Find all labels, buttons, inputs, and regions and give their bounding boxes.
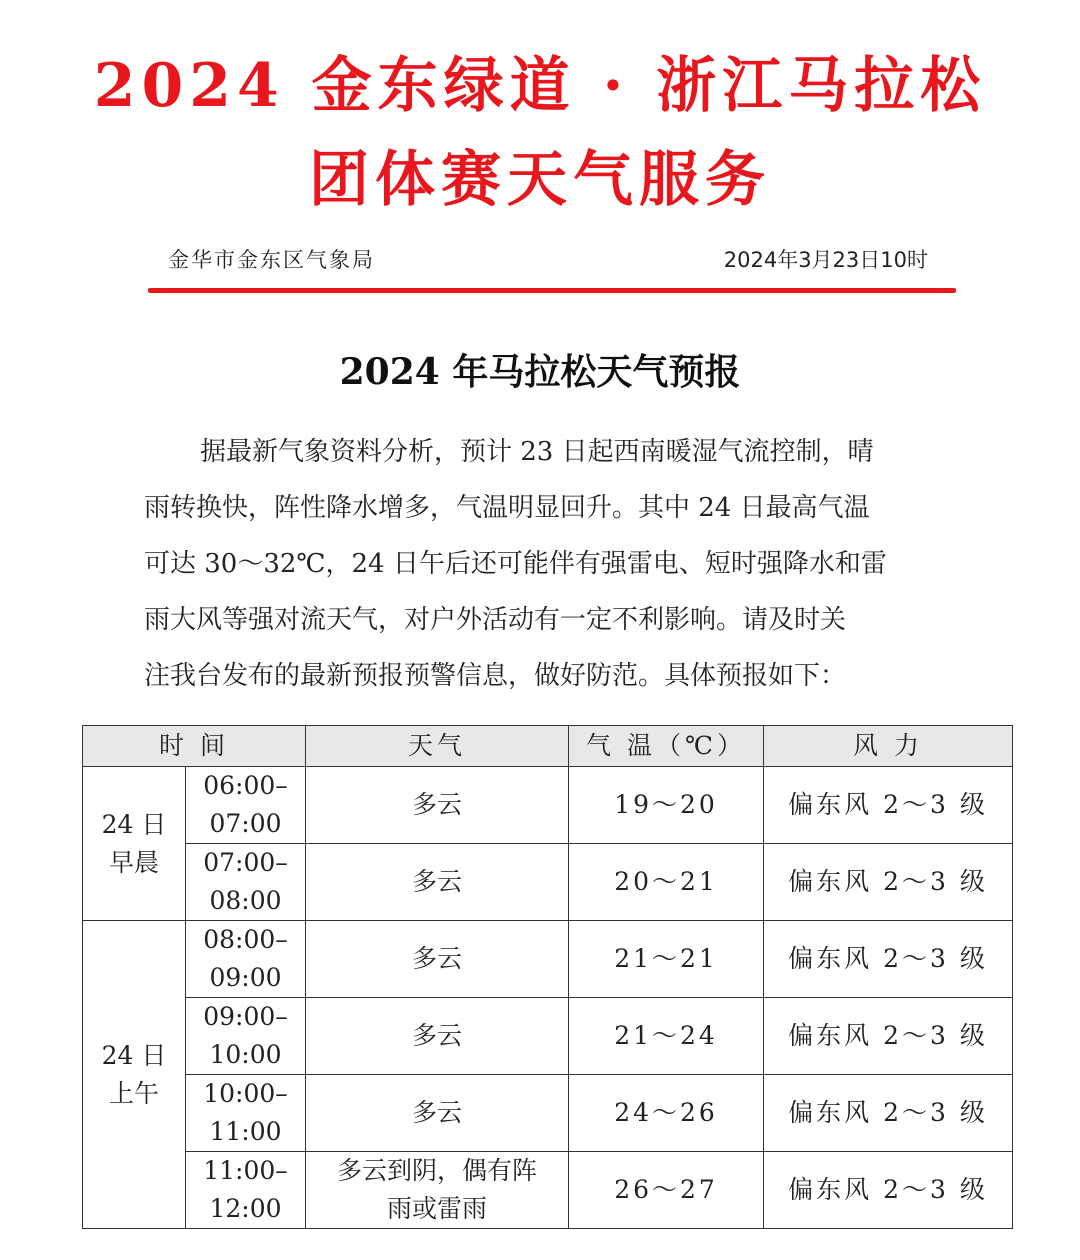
weather-cell xyxy=(306,1152,569,1229)
time-cell xyxy=(186,844,306,921)
time-end: 09:00 xyxy=(209,963,282,992)
group-label-morning xyxy=(83,767,186,921)
weather-text: 多云 xyxy=(412,1021,463,1050)
weather-text: 多云 xyxy=(412,790,463,819)
time-end: 11:00 xyxy=(209,1117,282,1146)
paragraph-line: 雨转换快，阵性降水增多，气温明显回升。其中 24 日最高气温 xyxy=(144,493,870,523)
weather-cell xyxy=(306,998,569,1075)
table-row xyxy=(83,767,1013,844)
header-wind: 风 力 xyxy=(764,726,1013,767)
time-end: 10:00 xyxy=(209,1040,282,1069)
time-cell xyxy=(186,1075,306,1152)
header-time: 时 间 xyxy=(83,726,306,767)
temp-cell: 21～24 xyxy=(569,998,764,1075)
time-start: 08:00– xyxy=(203,925,288,954)
wind-cell: 偏东风 2～3 级 xyxy=(764,767,1013,844)
time-start: 07:00– xyxy=(203,848,288,877)
weather-cell xyxy=(306,844,569,921)
table-row xyxy=(83,1152,1013,1229)
time-start: 09:00– xyxy=(203,1002,288,1031)
time-cell xyxy=(186,921,306,998)
wind-cell: 偏东风 2～3 级 xyxy=(764,998,1013,1075)
weather-text: 多云到阴，偶有阵 xyxy=(337,1156,538,1185)
weather-cell xyxy=(306,921,569,998)
issuer-label: 金华市金东区气象局 xyxy=(168,248,375,272)
paragraph-line: 注我台发布的最新预报预警信息，做好防范。具体预报如下： xyxy=(144,661,847,691)
header-weather: 天气 xyxy=(306,726,569,767)
wind-cell: 偏东风 2～3 级 xyxy=(764,1075,1013,1152)
paragraph-line: 据最新气象资料分析，预计 23 日起西南暖湿气流控制，晴 xyxy=(200,437,874,467)
time-cell xyxy=(186,1152,306,1229)
time-start: 06:00– xyxy=(203,771,288,800)
temp-cell: 19～20 xyxy=(569,767,764,844)
time-cell xyxy=(186,767,306,844)
document-title: 2024 年马拉松天气预报 xyxy=(339,351,741,393)
table-row xyxy=(83,998,1013,1075)
temp-cell: 26～27 xyxy=(569,1152,764,1229)
weather-cell xyxy=(306,767,569,844)
time-start: 11:00– xyxy=(203,1156,288,1185)
time-start: 10:00– xyxy=(203,1079,288,1108)
time-end: 12:00 xyxy=(209,1194,282,1223)
forecast-table xyxy=(82,725,1013,1229)
group-label-forenoon xyxy=(83,921,186,1229)
temp-cell: 20～21 xyxy=(569,844,764,921)
time-end: 07:00 xyxy=(209,809,282,838)
table-row xyxy=(83,1075,1013,1152)
paragraph-line: 雨大风等强对流天气，对户外活动有一定不利影响。请及时关 xyxy=(144,605,847,635)
weather-text-line2: 雨或雷雨 xyxy=(387,1194,488,1223)
group-period: 早晨 xyxy=(108,847,159,877)
table-row xyxy=(83,921,1013,998)
temp-cell: 21～21 xyxy=(569,921,764,998)
red-divider xyxy=(148,288,956,293)
header-temperature: 气 温（℃） xyxy=(569,726,764,767)
title-line-1: 2024 金东绿道 · 浙江马拉松 xyxy=(93,51,987,121)
title-line-2: 团体赛天气服务 xyxy=(309,145,771,215)
group-period: 上午 xyxy=(108,1078,159,1108)
wind-cell: 偏东风 2～3 级 xyxy=(764,844,1013,921)
wind-cell: 偏东风 2～3 级 xyxy=(764,921,1013,998)
weather-text: 多云 xyxy=(412,944,463,973)
temp-cell: 24～26 xyxy=(569,1075,764,1152)
group-day: 24 日 xyxy=(101,1040,167,1070)
time-cell xyxy=(186,998,306,1075)
wind-cell: 偏东风 2～3 级 xyxy=(764,1152,1013,1229)
weather-cell xyxy=(306,1075,569,1152)
table-row xyxy=(83,844,1013,921)
group-day: 24 日 xyxy=(101,809,167,839)
table-header-row xyxy=(83,726,1013,767)
time-end: 08:00 xyxy=(209,886,282,915)
issue-datetime: 2024年3月23日10时 xyxy=(723,248,928,272)
weather-text: 多云 xyxy=(412,1098,463,1127)
weather-text: 多云 xyxy=(412,867,463,896)
paragraph-line: 可达 30～32℃，24 日午后还可能伴有强雷电、短时强降水和雷 xyxy=(144,549,887,579)
